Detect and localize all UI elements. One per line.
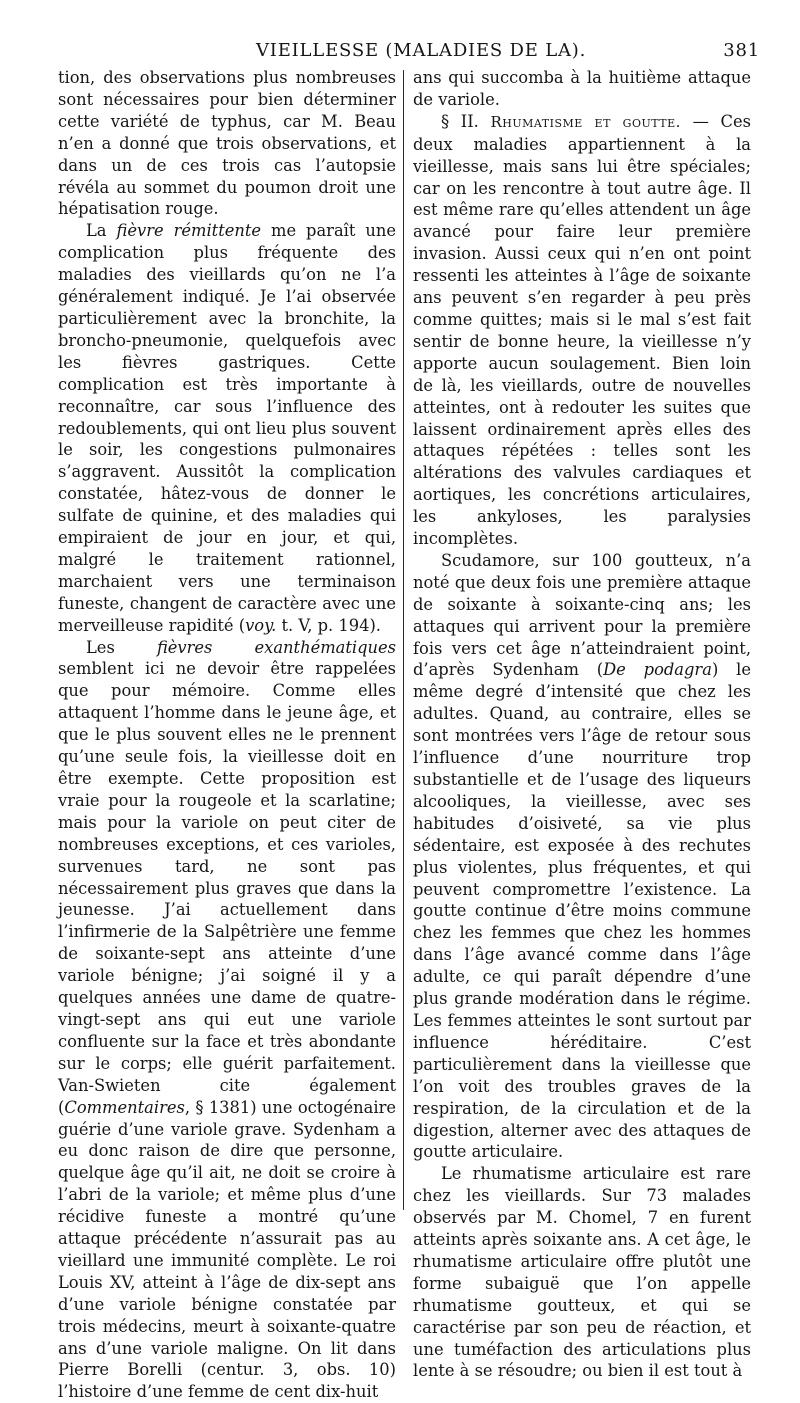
page-header xyxy=(60,40,760,66)
text-run: , § 1381) une octogénaire guérie d’une variole grave. Sydenham a eu donc raison de dire que personne, quelque âge qu’il ait, ne doit se croire à l’abri de la variole; et même plus d’une récidive funeste a montré qu’une attaque précédente n’assurait pas au vieillard une immunité complète. Le roi Louis XV, atteint à l’âge de dix-sept ans d’une variole bénigne constatée par trois médecins, meurt à soixante-quatre ans d’une variole maligne. On lit dans Pierre Borelli (centur. 3, obs. 10) l’histoire d’une femme de cent dix-huit xyxy=(58,1097,396,1402)
running-title: VIEILLESSE (MALADIES DE LA). xyxy=(256,40,587,61)
paragraph-typhus-end: tion, des observations plus nombreuses sont nécessaires pour bien déterminer cette variété de typhus, car M. Beau n’en a donné que trois observations, et dans un de ces trois cas l’autopsie révéla au sommet du poumon droit une hépatisation rouge. xyxy=(58,68,396,219)
paragraph-rhumatisme-articulaire: Le rhumatisme articulaire est rare chez les vieillards. Sur 73 malades observés par M. Chomel, 7 en furent atteints après soixante ans. A cet âge, le rhumatisme articulaire offre plutôt une forme subaiguë que l’on appelle rhumatisme goutteux, et qui se caractérise par son peu de réaction, et une tuméfaction des articulations plus lente à se résoudre; ou bien il est tout à xyxy=(413,1164,751,1381)
citation-commentaires: Commentaires xyxy=(64,1097,185,1117)
text-run: ) le même degré d’intensité que chez les adultes. Quand, au contraire, elles se sont montrées vers l’âge de retour sous l’influence d’une nourriture trop substantielle et de l’usage des liqueurs alcooliques, la vieillesse, avec ses habitudes d’oisiveté, sa vie plus sédentaire, est exposée à des rechutes plus violentes, plus fréquentes, et qui peuvent compromettre l’existence. La goutte continue d’être moins commune chez les femmes que chez les hommes dans l’âge avancé comme dans l’âge adulte, ce qui paraît dépendre d’une plus grande modération dans le régime. Les femmes atteintes le sont surtout par influence héréditaire. C’est particulièrement dans la vieillesse que l’on voit des troubles graves de la respiration, de la circulation et de la digestion, alterner avec des attaques de goutte articulaire. xyxy=(413,660,751,1162)
text-run: — Ces deux maladies appartiennent à la vieillesse, mais sans lui être spéciales; car on les rencontre à tout autre âge. Il est même rare qu’elles attendent un âge avancé pour faire leur première invasion. Aussi ceux qui n’en ont point ressenti les atteintes à l’âge de soixante ans peuvent s’en regarder à peu près comme quittes; mais si le mal s’est fait sentir de bonne heure, la vieillesse n’y apporte aucun soulagement. Bien loin de là, les vieillards, outre de nouvelles atteintes, ont à redouter les suites que laissent ordinairement après elles des attaques répétées : telles sont les altérations des valvules cardiaques et aortiques, les concrétions articulaires, les ankyloses, les paralysies incomplètes. xyxy=(413,111,751,549)
text-run: Les xyxy=(86,637,157,657)
text-run: semblent ici ne devoir être rappelées que pour mémoire. Comme elles attaquent l’homme dans le jeune âge, et que le plus souvent elles ne le prennent qu’une seule fois, la vieillesse doit en être exempte. Cette proposition est vraie pour la rougeole et la scarlatine; mais pour la variole on peut citer de nombreuses exceptions, et ces varioles, survenues tard, ne sont pas nécessairement plus graves que dans la jeunesse. J’ai actuellement dans l’infirmerie de la Salpêtrière une femme de soixante-sept ans atteinte d’une variole bénigne; j’ai soigné il y a quelques années une dame de quatre-vingt-sept ans qui eut une variole confluente sur la face et très abondante sur le corps; elle guérit parfaitement. Van-Swieten cite également ( xyxy=(58,659,396,1117)
reference-volume-page: t. V, p. 194). xyxy=(276,615,381,635)
citation-de-podagra: De podagra xyxy=(603,660,712,680)
right-column xyxy=(413,67,751,1382)
text-run: La xyxy=(86,221,117,241)
text-run: me paraît une complication plus fréquente des maladies des vieillards qu’on ne l’a généralement indiqué. Je l’ai observée particulièrement avec la bronchite, la broncho-pneumonie, quelquefois avec les fièvres gastriques. Cette complication est très importante à reconnaître, car sous l’influence des redoublements, qui ont lieu plus souvent le soir, les congestions pulmonaires s’aggravent. Aussitôt la complication constatée, hâtez-vous de donner le sulfate de quinine, et des maladies qui empiraient de jour en jour, et qui, malgré le traitement rationnel, marchaient vers une terminaison funeste, changent de caractère avec une merveilleuse rapidité ( xyxy=(58,221,396,635)
paragraph-variole-end: ans qui succomba à la huitième attaque de variole. xyxy=(413,68,751,109)
section-number: § II. xyxy=(441,111,491,131)
page-number: 381 xyxy=(723,40,760,61)
paragraph-fievre-remittente xyxy=(58,220,396,636)
paragraph-scudamore xyxy=(413,550,751,1163)
column-divider xyxy=(403,70,404,1210)
section-heading: Rhumatisme et goutte. xyxy=(490,112,681,131)
paragraph-fievres-exanthematiques xyxy=(58,637,396,1403)
text-run: Scudamore, sur 100 goutteux, n’a noté que deux fois une première attaque de soixante à soixante-cinq ans; les attaques qui arrivent pour la première fois vers cet âge n’atteindraient point, d’après Sydenham ( xyxy=(413,550,751,680)
section-rhumatisme-goutte xyxy=(413,111,751,550)
reference-voy: voy. xyxy=(245,615,277,635)
term-fievre-remittente: fièvre rémittente xyxy=(116,221,262,241)
term-fievres-exanthematiques: fièvres exanthématiques xyxy=(156,637,396,657)
left-column xyxy=(58,67,396,1403)
